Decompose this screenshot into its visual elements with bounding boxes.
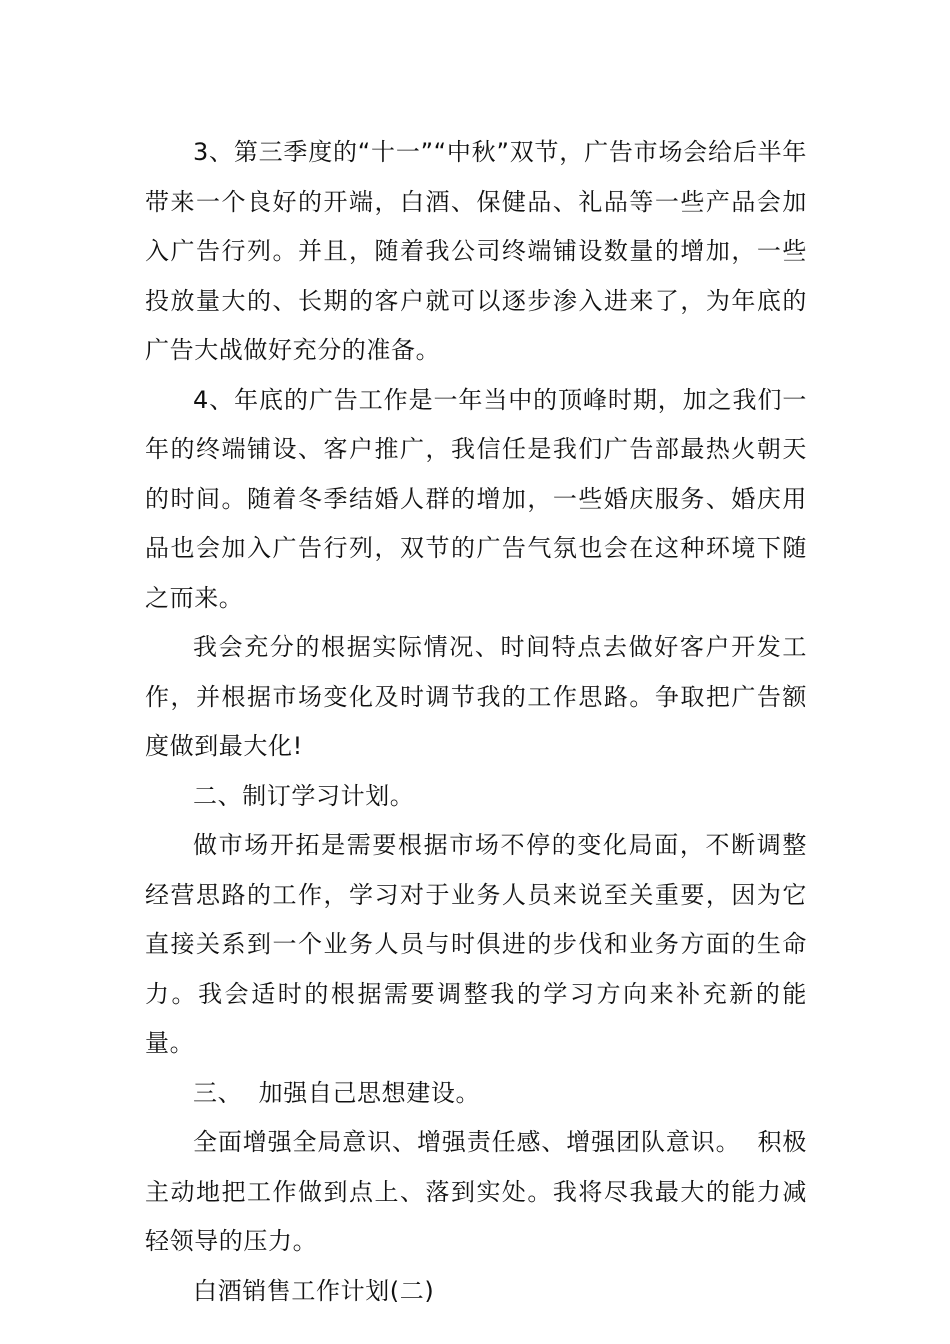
heading-next-section: 白酒销售工作计划(二) <box>193 1276 435 1305</box>
paragraph-client-development: 我会充分的根据实际情况、时间特点去做好客户开发工作，并根据市场变化及时调节我的工作思路。争取把广告额度做到最大化! <box>145 633 807 760</box>
paragraph-q3-plan: 3、第三季度的“十一”“中秋”双节，广告市场会给后半年带来一个良好的开端，白酒、保健品、礼品等一些产品会加入广告行列。并且，随着我公司终端铺设数量的增加，一些投放量大的、长期的客户就可以逐步渗入进来了，为年底的广告大战做好充分的准备。 <box>145 138 807 364</box>
paragraph-study-plan: 做市场开拓是需要根据市场不停的变化局面，不断调整经营思路的工作，学习对于业务人员来说至关重要，因为它直接关系到一个业务人员与时俱进的步伐和业务方面的生命力。我会适时的根据需要调整我的学习方向来补充新的能量。 <box>145 831 807 1057</box>
heading-ideology: 三、 加强自己思想建设。 <box>193 1078 481 1107</box>
document-body <box>145 128 807 1316</box>
heading-study-plan: 二、制订学习计划。 <box>193 781 415 810</box>
paragraph-year-end-plan: 4、年底的广告工作是一年当中的顶峰时期，加之我们一年的终端铺设、客户推广，我信任是我们广告部最热火朝天的时间。随着冬季结婚人群的增加，一些婚庆服务、婚庆用品也会加入广告行列，双节的广告气氛也会在这种环境下随之而来。 <box>145 385 807 612</box>
paragraph-ideology: 全面增强全局意识、增强责任感、增强团队意识。 积极主动地把工作做到点上、落到实处。我将尽我最大的能力减轻领导的压力。 <box>145 1128 807 1255</box>
